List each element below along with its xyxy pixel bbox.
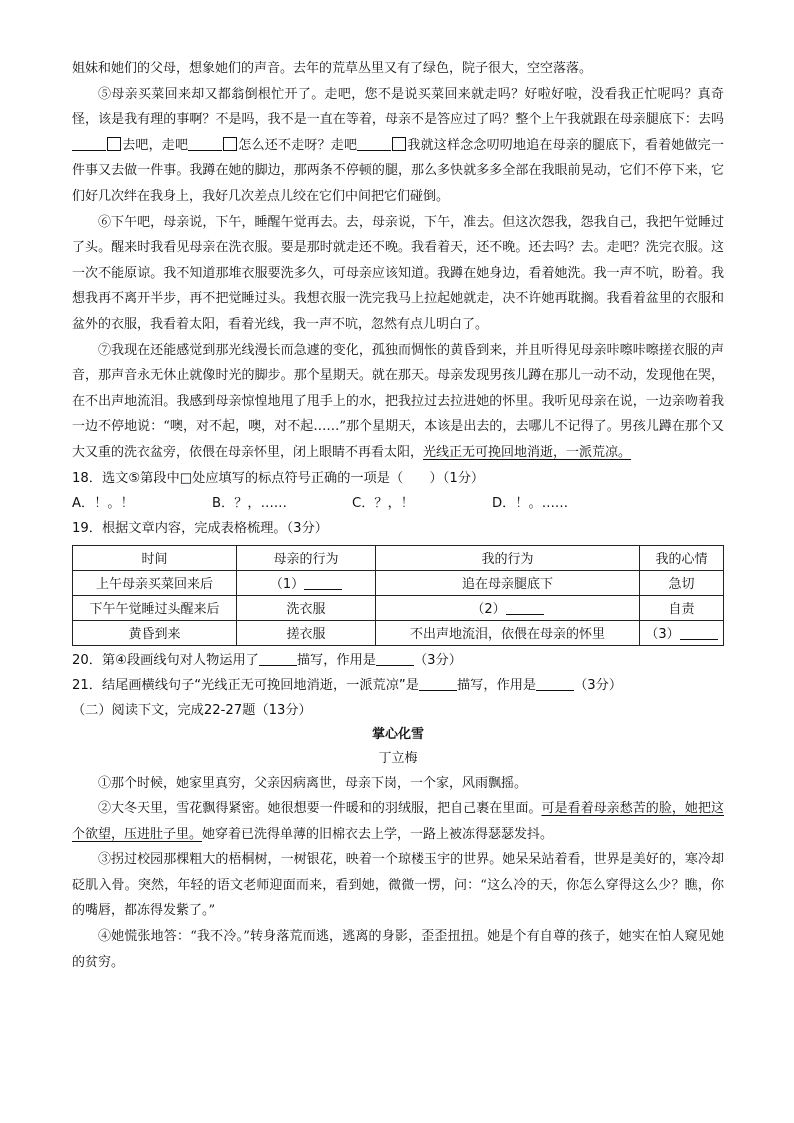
- table-row: [73, 595, 724, 620]
- underlined-sentence: 可是看着母亲愁苦的脸，她把这个欲望，压进肚子里。: [72, 801, 724, 842]
- table-header-row: [73, 545, 724, 570]
- table-cell: 上午母亲买菜回来后: [73, 570, 237, 595]
- question-19: 19．根据文章内容，完成表格梳理。（3分）: [72, 520, 328, 536]
- table-cell: 追在母亲腿底下: [376, 570, 640, 595]
- passage1-paragraph-7: ⑦我现在还能感觉到那光线漫长而急遽的变化，孤独而惆怅的黄昏到来，并且听得见母亲咔嚓咔嚓搓衣服的声音，那声音永无休止就像时光的脚步。那个星期天。就在那天。母亲发现男孩儿蹲在那儿一动不动，发现他在哭，在不出声地流泪。我感到母亲惊惶地甩了甩手上的水，把我拉过去拉进她的怀里。我听见母亲在说，一边亲吻着我一边不停地说：“噢，对不起，噢，对不起……”那个星期天，本该是出去的，去哪儿不记得了。男孩儿蹲在那个又大又重的洗衣盆旁，依偎在母亲怀里，闭上眼睛不再看太阳，光线正无可挽回地消逝，一派荒凉。: [72, 342, 724, 460]
- passage1-paragraph-6: ⑥下午吧，母亲说，下午，睡醒午觉再去。去，母亲说，下午，准去。但这次怨我，怨我自己，我把午觉睡过了头。醒来时我看见母亲在洗衣服。要是那时就走还不晚。我看着天，还不晚。还去吗？去。走吧？洗完衣服。这一次不能原谅。我不知道那堆衣服要洗多久，可母亲应该知道。我蹲在她身边，看着她洗。我一声不吭，盼着。我想我再不离开半步，再不把觉睡过头。我想衣服一洗完我马上拉起她就走，决不许她再耽搁。我看着盆里的衣服和盆外的衣服，我看着太阳，看着光线，我一声不吭，忽然有点儿明白了。: [72, 214, 724, 332]
- table-cell: 急切: [640, 570, 724, 595]
- table-cell: 不出声地流泪，依偎在母亲的怀里: [376, 620, 640, 645]
- option-c: C．？，！: [352, 495, 414, 511]
- punctuation-box: [223, 137, 237, 151]
- passage2-paragraph-4: ④她慌张地答：“我不冷。”转身落荒而逃，逃离的身影，歪歪扭扭。她是个有自尊的孩子，她实在怕人窥见她的贫穷。: [72, 929, 724, 970]
- table-header: 我的心情: [640, 545, 724, 570]
- table-header: 我的行为: [376, 545, 640, 570]
- question-18-options: [72, 491, 724, 516]
- table-cell: 搓衣服: [237, 620, 376, 645]
- passage2-paragraph-1: ①那个时候，她家里真穷，父亲因病离世，母亲下岗，一个家，风雨飘摇。: [98, 775, 528, 791]
- passage2-title: 掌心化雪: [371, 726, 424, 742]
- punctuation-box: [392, 137, 406, 151]
- question-21: 21．结尾画横线句子“光线正无可挽回地消逝，一派荒凉”是 描写，作用是 （3分）: [72, 677, 623, 693]
- table-cell: 下午午觉睡过头醒来后: [73, 595, 237, 620]
- passage2-paragraph-2: ②大冬天里，雪花飘得紧密。她很想要一件暖和的羽绒服，把自己裹在里面。可是看着母亲愁苦的脸，她把这个欲望，压进肚子里。她穿着已洗得单薄的旧棉衣去上学，一路上被冻得瑟瑟发抖。: [72, 801, 724, 842]
- option-a: A．！。！: [72, 495, 134, 511]
- table-cell: 洗衣服: [237, 595, 376, 620]
- option-b: B．？，……: [212, 495, 287, 511]
- passage1-intro: 姐妹和她们的父母，想象她们的声音。去年的荒草丛里又有了绿色，院子很大，空空落落。: [72, 61, 593, 76]
- passage2-author: 丁立梅: [378, 750, 418, 766]
- table-row: [73, 570, 724, 595]
- table-row: [73, 620, 724, 645]
- summary-table: [72, 545, 724, 646]
- underlined-sentence: 光线正无可挽回地消逝，一派荒凉。: [423, 444, 632, 460]
- option-d: D．！。……: [492, 495, 569, 511]
- table-header: 母亲的行为: [237, 545, 376, 570]
- passage2-paragraph-3: ③拐过校园那棵粗大的梧桐树，一树银花，映着一个琼楼玉宇的世界。她呆呆站着看，世界是美好的，寒冷却砭肌入骨。突然，年轻的语文老师迎面而来，看到她，微微一愣，问：“这么冷的天，你怎么穿得这么少？瞧，你的嘴唇，都冻得发紫了。”: [72, 852, 724, 919]
- table-cell: （3）: [640, 620, 724, 645]
- exam-page: [72, 56, 724, 975]
- table-cell: 自责: [640, 595, 724, 620]
- table-cell: 黄昏到来: [73, 620, 237, 645]
- table-cell: （2）: [376, 595, 640, 620]
- question-20: 20．第④段画线句对人物运用了 描写，作用是 （3分）: [72, 652, 462, 668]
- table-cell: （1）: [237, 570, 376, 595]
- passage1-paragraph-5: ⑤母亲买菜回来却又都翁倒根忙开了。走吧，您不是说买菜回来就走吗？好啦好啦，没看我正忙呢吗？真奇怪，该是我有理的事啊？不是吗，我不是一直在等着，母亲不是答应过了吗？整个上午我就跟在母亲腿底下：去吗去吧，走吧 怎么还不走呀？走吧 我就这样念念叨叨地追在母亲的腿底下，看着她做完一件事又去做一件事。我蹲在她的脚边，那两条不停顿的腿，那么多快就多多全部在我眼前晃动，它们不停下来，它们好几次绊在我身上，我好几次差点儿绞在它们中间把它们碰倒。: [72, 86, 724, 204]
- punctuation-box: [107, 137, 121, 151]
- question-18: 18．选文⑤第段中□处应填写的标点符号正确的一项是（ ）（1分）: [72, 470, 485, 486]
- section-2-heading: （二）阅读下文，完成22-27题（13分）: [72, 702, 312, 718]
- table-header: 时间: [73, 545, 237, 570]
